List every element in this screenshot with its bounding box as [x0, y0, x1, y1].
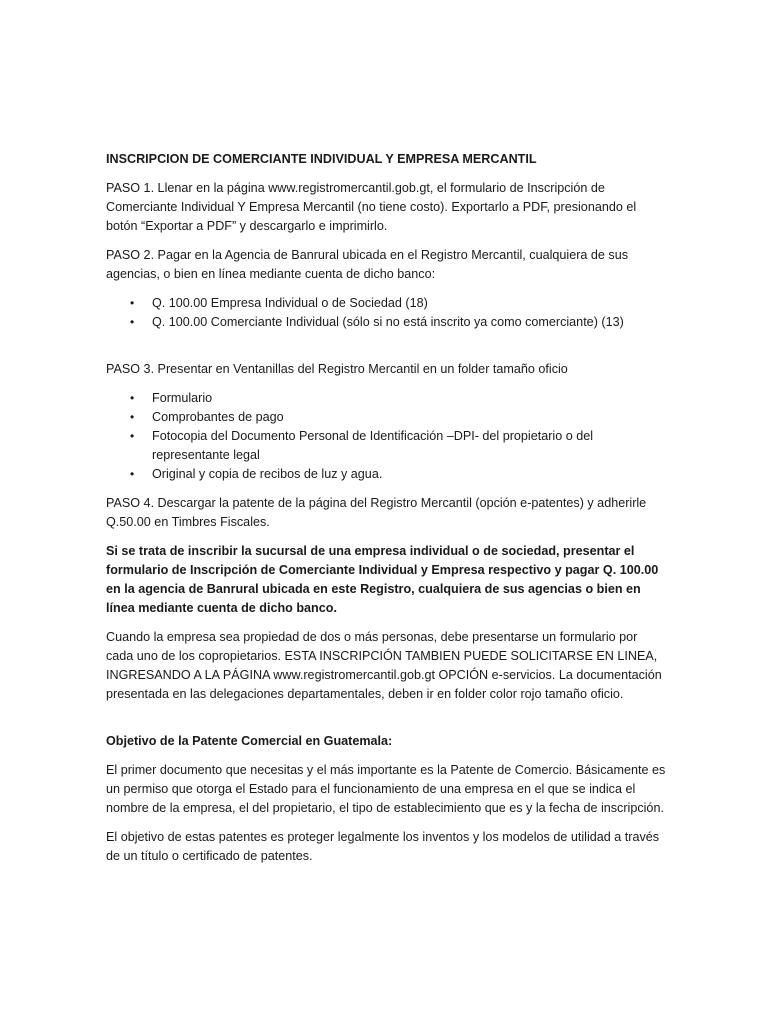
list-item: [106, 389, 666, 408]
list-item: [106, 465, 666, 484]
paso-2-list: [106, 294, 666, 332]
list-item-text: Q. 100.00 Comerciante Individual (sólo si no está inscrito ya como comerciante) (13): [152, 315, 624, 329]
list-item-text: Q. 100.00 Empresa Individual o de Sociedad (18): [152, 296, 428, 310]
bullet-icon: •: [130, 410, 135, 424]
bullet-icon: •: [130, 296, 135, 310]
list-item: [106, 408, 666, 427]
objetivo-heading: Objetivo de la Patente Comercial en Guatemala:: [106, 734, 393, 748]
list-item-text: Comprobantes de pago: [152, 410, 284, 424]
list-item-text: Original y copia de recibos de luz y agua.: [152, 467, 383, 481]
document-title: INSCRIPCION DE COMERCIANTE INDIVIDUAL Y EMPRESA MERCANTIL: [106, 152, 537, 166]
objetivo-paragraph-2: El objetivo de estas patentes es proteger legalmente los inventos y los modelos de utilidad a través de un título o certificado de patentes.: [106, 830, 660, 863]
list-item: [106, 313, 666, 332]
list-item-text: Fotocopia del Documento Personal de Identificación –DPI- del propietario o del representante legal: [152, 429, 594, 462]
paso-3-paragraph: PASO 3. Presentar en Ventanillas del Registro Mercantil en un folder tamaño oficio: [106, 362, 568, 376]
paso-2-paragraph: PASO 2. Pagar en la Agencia de Banrural ubicada en el Registro Mercantil, cualquiera de sus agencias, o bien en línea mediante cuenta de dicho banco:: [106, 248, 629, 281]
sucursal-paragraph: Si se trata de inscribir la sucursal de una empresa individual o de sociedad, presentar el formulario de Inscripción de Comerciante Individual y Empresa respectivo y pagar Q. 100.00 en la agencia de Banrural ubicada en este Registro, cualquiera de sus agencias o bien en línea mediante cuenta de dicho banco.: [106, 544, 659, 615]
bullet-icon: •: [130, 467, 135, 481]
document-body: [106, 150, 666, 876]
list-item: [106, 294, 666, 313]
bullet-icon: •: [130, 429, 135, 443]
objetivo-paragraph-1: El primer documento que necesitas y el más importante es la Patente de Comercio. Básicamente es un permiso que otorga el Estado para el funcionamiento de una empresa en el que se indica el nombre de la empresa, el del propietario, el tipo de establecimiento que es y la fecha de inscripción.: [106, 763, 666, 815]
list-item-text: Formulario: [152, 391, 213, 405]
list-item: [106, 427, 666, 465]
paso-4-paragraph: PASO 4. Descargar la patente de la página del Registro Mercantil (opción e-patentes) y adherirle Q.50.00 en Timbres Fiscales.: [106, 496, 647, 529]
paso-3-list: [106, 389, 666, 484]
spacer: [106, 342, 666, 360]
paso-1-paragraph: PASO 1. Llenar en la página www.registromercantil.gob.gt, el formulario de Inscripción de Comerciante Individual Y Empresa Mercantil (no tiene costo). Exportarlo a PDF, presionando el botón “Exportar a PDF” y descargarlo e imprimirlo.: [106, 181, 637, 233]
spacer: [106, 714, 666, 732]
bullet-icon: •: [130, 391, 135, 405]
bullet-icon: •: [130, 315, 135, 329]
copropietarios-paragraph: Cuando la empresa sea propiedad de dos o más personas, debe presentarse un formulario por cada uno de los copropietarios. ESTA INSCRIPCIÓN TAMBIEN PUEDE SOLICITARSE EN LINEA, INGRESANDO A LA PÁGINA www.registromercantil.gob.gt OPCIÓN e-servicios. La documentación presentada en las delegaciones departamentales, deben ir en folder color rojo tamaño oficio.: [106, 630, 662, 701]
